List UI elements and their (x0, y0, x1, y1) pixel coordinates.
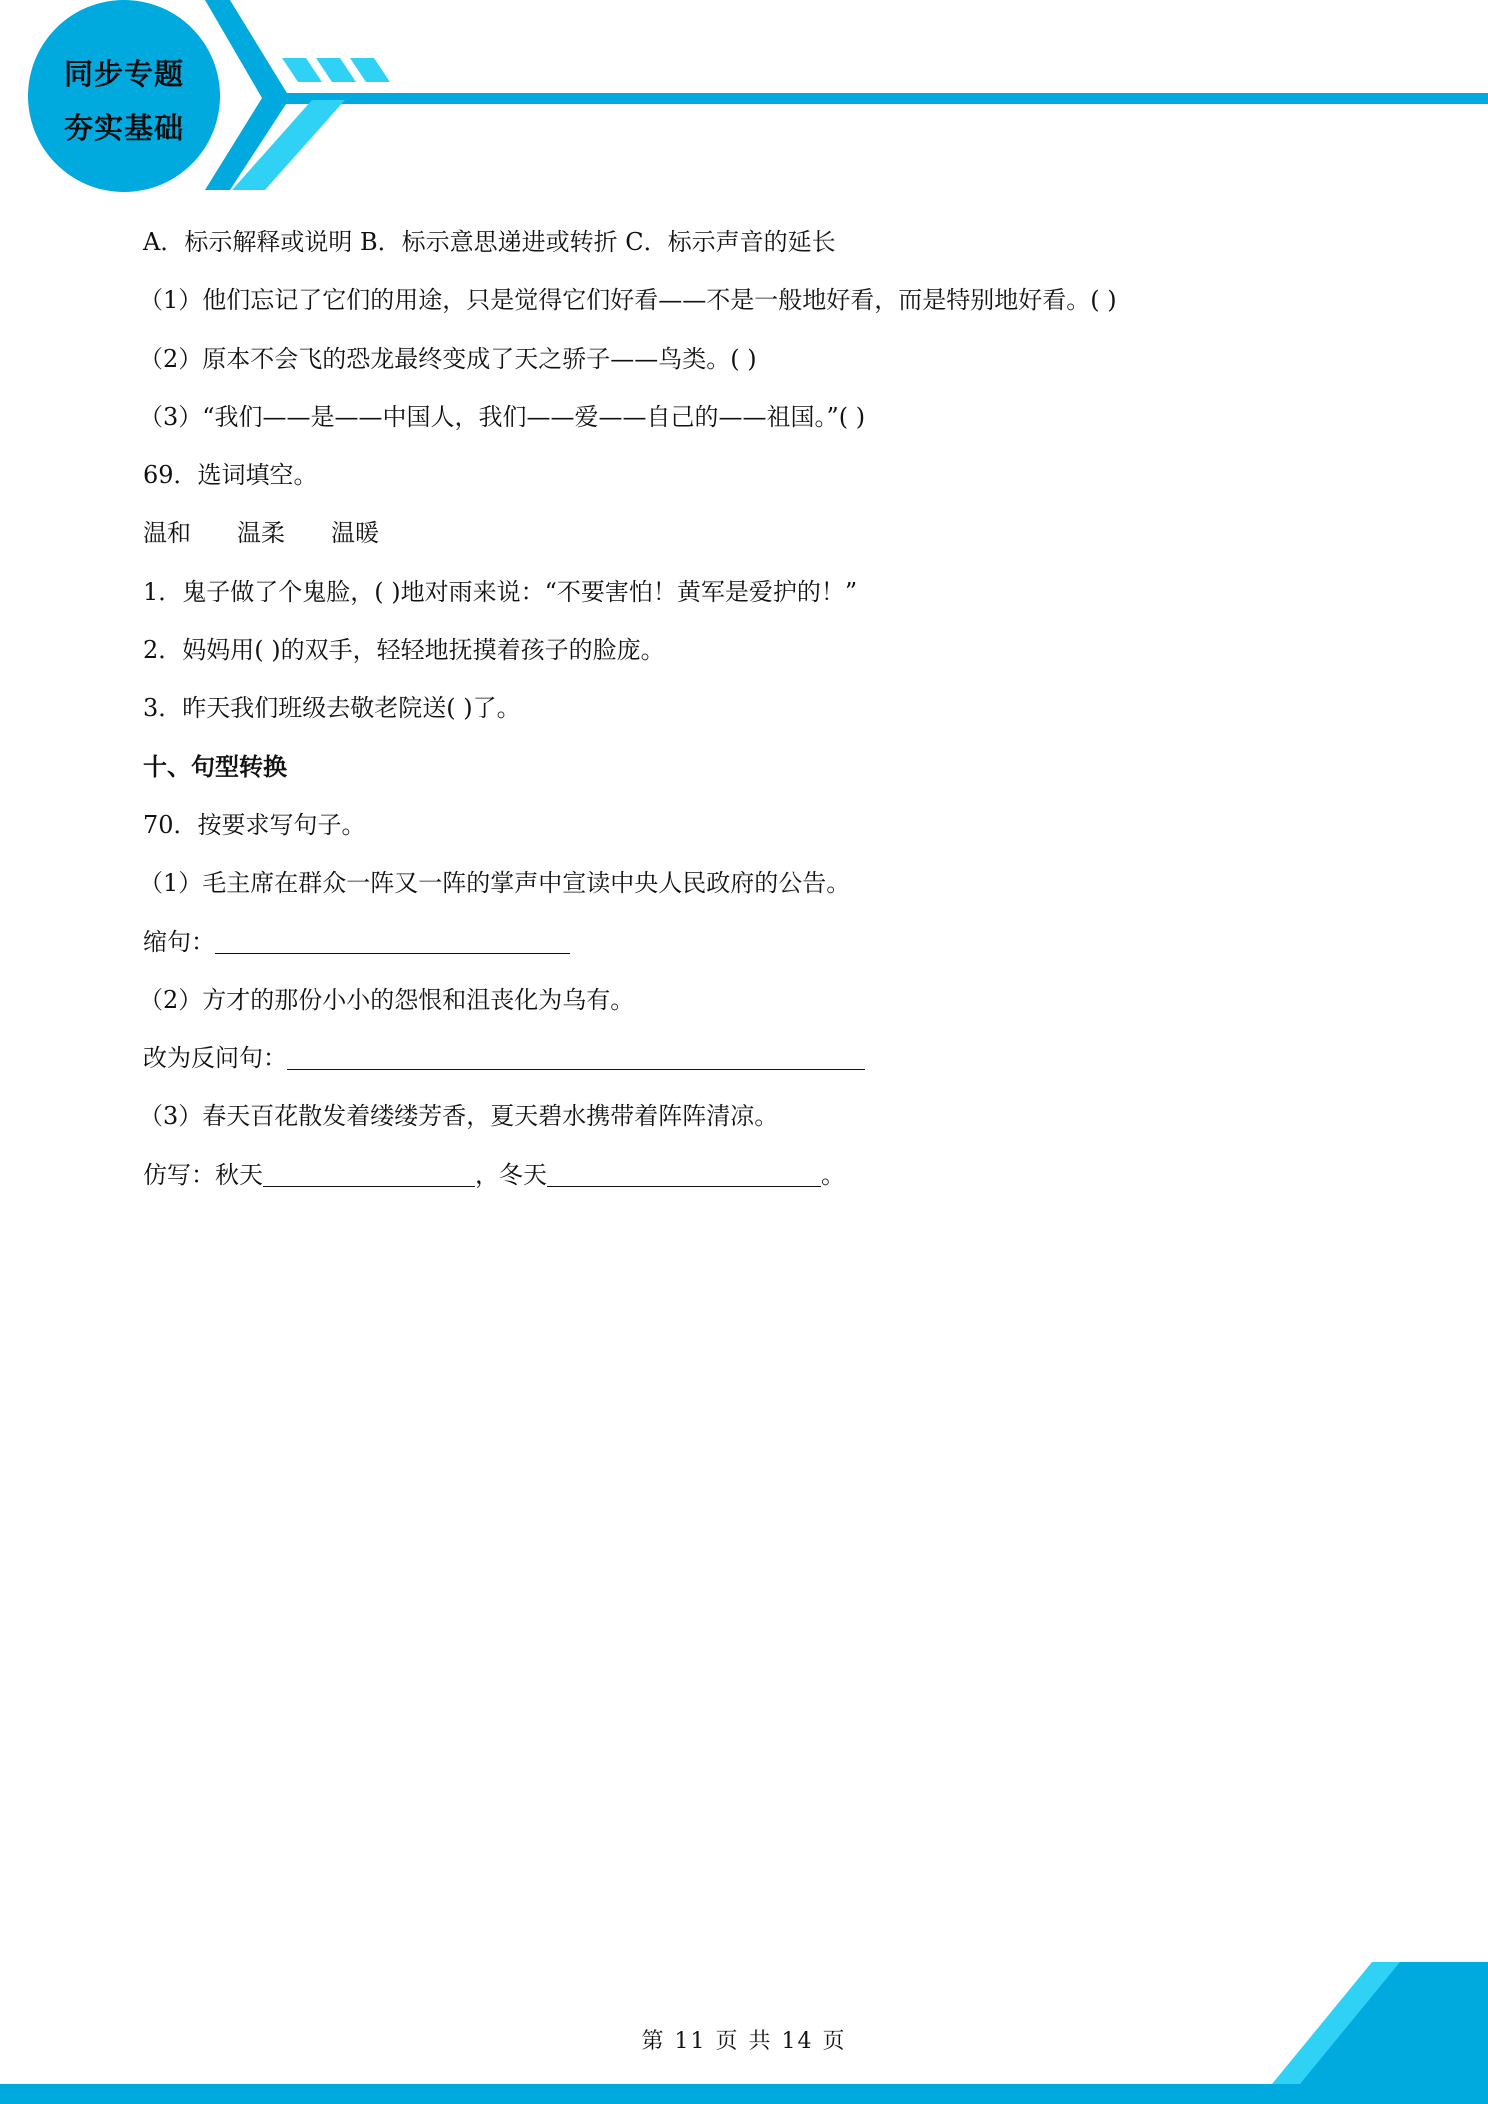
header-dash-1 (282, 58, 322, 82)
question-69-3: 3．昨天我们班级去敬老院送( )了。 (143, 694, 521, 723)
answer-line-70-3 (143, 1155, 1343, 1213)
question-70-1: （1）毛主席在群众一阵又一阵的掌声中宣读中央人民政府的公告。 (139, 869, 851, 898)
question-69-1: 1．鬼子做了个鬼脸，( )地对雨来说：“不要害怕！黄军是爱护的！” (143, 577, 858, 606)
answer-prompt: 改为反问句： (143, 1044, 287, 1073)
header-dash-2 (316, 58, 356, 82)
question-70-title: 70．按要求写句子。 (143, 810, 366, 839)
question-70-3: （3）春天百花散发着缕缕芳香，夏天碧水携带着阵阵清凉。 (139, 1102, 779, 1131)
section-heading: 十、句型转换 (143, 752, 287, 781)
answer-blank[interactable] (263, 1156, 475, 1187)
question-69-title: 69．选词填空。 (143, 461, 318, 490)
answer-line-70-2 (143, 1038, 1343, 1096)
answer-mid-text: ，冬天 (475, 1160, 547, 1189)
question-70-2: （2）方才的那份小小的怨恨和沮丧化为乌有。 (139, 985, 635, 1014)
answer-blank[interactable] (547, 1156, 821, 1187)
badge-title-line2: 夯实基础 (63, 111, 184, 145)
answer-blank[interactable] (215, 923, 570, 954)
header-banner (0, 0, 1488, 200)
header-badge-circle (28, 0, 220, 192)
footer-bar (0, 2084, 1488, 2104)
question-68-3: （3）“我们——是——中国人，我们——爱——自己的——祖国。”( ) (139, 402, 866, 431)
word-bank (143, 513, 1343, 571)
answer-line-70-1 (143, 922, 1343, 980)
badge-title-line1: 同步专题 (63, 57, 184, 91)
word-option: 温暖 (331, 519, 379, 548)
header-bar (280, 93, 1488, 104)
option-list: A．标示解释或说明 B．标示意思递进或转折 C．标示声音的延长 (143, 228, 836, 256)
word-option: 温和 (143, 519, 191, 548)
answer-end-text: 。 (821, 1160, 845, 1189)
answer-prompt: 仿写：秋天 (143, 1160, 263, 1189)
question-69-2: 2．妈妈用( )的双手，轻轻地抚摸着孩子的脸庞。 (143, 636, 665, 665)
worksheet-content (139, 222, 1343, 1213)
page-number: 第 11 页 共 14 页 (641, 2029, 847, 2054)
header-dash-3 (350, 58, 390, 82)
question-68-1: （1）他们忘记了它们的用途，只是觉得它们好看——不是一般地好看，而是特别地好看。( ) (139, 286, 1117, 315)
answer-prompt: 缩句： (143, 927, 215, 956)
question-68-2: （2）原本不会飞的恐龙最终变成了天之骄子——鸟类。( ) (139, 344, 757, 373)
answer-blank[interactable] (287, 1039, 865, 1070)
word-option: 温柔 (237, 519, 285, 548)
